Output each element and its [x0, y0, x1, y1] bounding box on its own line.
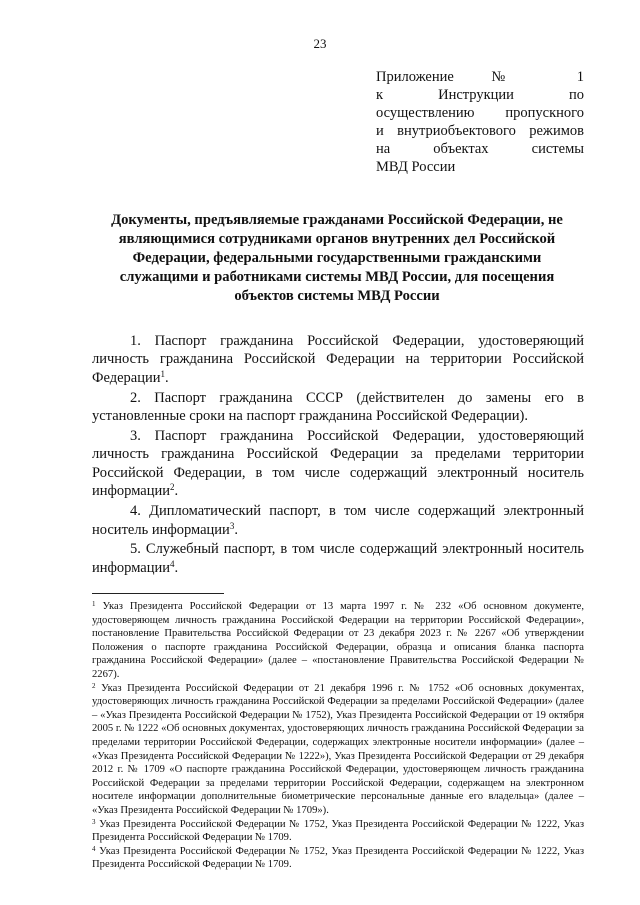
document-title: Документы, предъявляемые гражданами Российской Федерации, не являющимися сотрудниками органов внутренних дел Российской Федерации, федеральными государственными гражданскими служащими и работниками системы МВД России, для посещения объектов системы МВД России: [111, 212, 563, 304]
list-item: [92, 540, 584, 577]
list-item: [92, 389, 584, 426]
footnote-divider: [92, 593, 224, 594]
list-item-end: .: [164, 369, 169, 386]
appendix-line: к Инструкции по: [376, 87, 584, 103]
footnote: [92, 600, 584, 682]
list-item-text: 2. Паспорт гражданина СССР (действителен до замены его в установленные сроки на паспорт гражданина Российской Федерации).: [92, 389, 584, 425]
footnote: [92, 845, 584, 872]
list-item: [92, 332, 584, 387]
footnote-ref: 1: [160, 368, 165, 379]
footnote-text: Указ Президента Российской Федерации № 1752, Указ Президента Российской Федерации № 1222, Указ Президента Российской Федерации № 1709.: [92, 845, 585, 871]
appendix-line: Приложение № 1: [376, 69, 584, 85]
list-item-end: .: [174, 483, 179, 500]
list-item: [92, 427, 584, 501]
footnote-number: 2: [92, 681, 96, 690]
appendix-line: на объектах системы: [376, 141, 584, 157]
appendix-line: МВД России: [376, 159, 456, 175]
footnote-ref: 4: [170, 558, 175, 569]
list-item-end: .: [234, 521, 238, 538]
footnote-text: Указ Президента Российской Федерации от 13 марта 1997 г. № 232 «Об основном документе, удостоверяющем личность гражданина Российской Федерации на территории Российской Федерации», постановление Правительства Российской Федерации от 23 декабря 2023 г. № 2267 «Об утверждении Положения о паспорте гражданина Российской Федерации, образца и описания бланка паспорта гражданина Российской Федерации» (далее – «постановление Правительства Российской Федерации № 2267).: [92, 601, 584, 680]
list-item-text: 5. Служебный паспорт, в том числе содержащий электронный носитель информации: [92, 541, 584, 576]
list-item-text: 1. Паспорт гражданина Российской Федерации, удостоверяющий личность гражданина Российской Федерации на территории Российской Федерации: [92, 333, 584, 386]
appendix-line: осуществлению пропускного: [376, 105, 584, 121]
page-number: 23: [313, 36, 327, 51]
footnote-text: Указ Президента Российской Федерации № 1752, Указ Президента Российской Федерации № 1222, Указ Президента Российской Федерации № 1709.: [92, 818, 585, 844]
list-item-end: .: [174, 559, 179, 576]
footnote-number: 4: [92, 844, 96, 853]
appendix-line: и внутриобъектового режимов: [376, 123, 584, 139]
footnote: [92, 818, 584, 845]
footnote: [92, 682, 584, 818]
footnotes: [92, 600, 584, 872]
footnote-ref: 3: [229, 520, 235, 531]
footnote-number: 1: [92, 600, 96, 608]
footnote-number: 3: [92, 817, 96, 826]
appendix-block: [376, 68, 584, 176]
footnote-ref: 2: [170, 482, 175, 493]
list-item-text: 3. Паспорт гражданина Российской Федерации, удостоверяющий личность гражданина Российской Федерации за пределами территории Российской Федерации, в том числе содержащий электронный носитель информации: [92, 428, 584, 500]
footnote-text: Указ Президента Российской Федерации от 21 декабря 1996 г. № 1752 «Об основных документах, удостоверяющих личность гражданина Российской Федерации за пределами Российской Федерации» (далее – «Указ Президента Российской Федерации № 1752), Указ Президента Российской Федерации от 19 октября 2005 г. № 1222 «Об основных документах, удостоверяющих личность гражданина Российской Федерации за пределами территории Российской Федерации, содержащих электронные носители информации» (далее – «Указ Президента Российской Федерации № 1222»), Указ Президента Российской Федерации от 29 декабря 2012 г. № 1709 «О паспорте гражданина Российской Федерации, удостоверяющем личность гражданина Российской Федерации за пределами территории Российской Федерации, содержащем на электронном носителе информации дополнительные биометрические персональные данные его владельца» (далее – «Указ Президента Российской Федерации № 1709»).: [92, 682, 584, 816]
document-list: [92, 332, 584, 579]
list-item: [92, 502, 584, 539]
list-item-text: 4. Дипломатический паспорт, в том числе содержащий электронный носитель информации: [92, 503, 584, 538]
